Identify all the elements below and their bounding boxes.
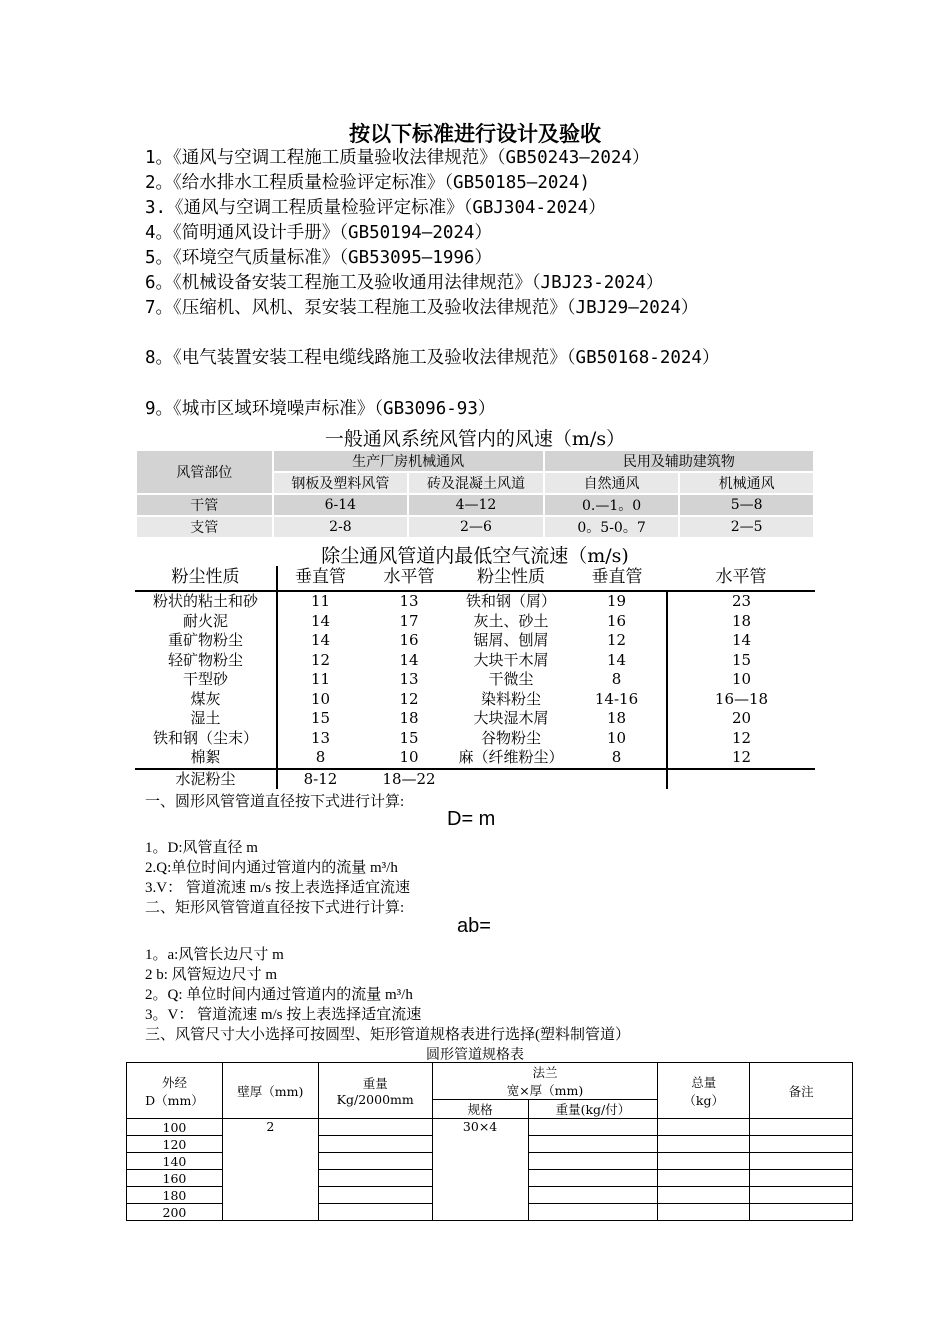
cell: 14 (567, 651, 667, 671)
table-row (135, 612, 815, 632)
cell: 轻矿物粉尘 (135, 651, 277, 671)
table-row (135, 769, 815, 790)
header-wall: 壁厚（mm) (222, 1063, 318, 1119)
cell (528, 1136, 658, 1153)
cell: 13 (399, 592, 419, 610)
section1-item: 3.V： 管道流速 m/s 按上表选择适宜流速 (145, 880, 411, 896)
col-header: 垂直管 (591, 567, 643, 588)
cell: 耐火泥 (135, 612, 277, 632)
subheader: 机械通风 (679, 472, 814, 494)
cell (658, 1187, 750, 1204)
cell (455, 769, 567, 790)
cell: 12 (310, 650, 331, 669)
standard-item: 6。《机械设备安装工程施工及验收通用法律规范》（JBJ23-2024） (145, 273, 664, 293)
cell: 10 (399, 748, 419, 766)
cell: 14 (399, 650, 419, 669)
header-flange-weight: 重量(kg/付） (528, 1100, 658, 1119)
cell: 15 (399, 728, 419, 747)
cell (528, 1119, 658, 1136)
section2-item: 3。V： 管道流速 m/s 按上表选择适宜流速 (145, 1007, 422, 1023)
standard-item: 4。《简明通风设计手册》（GB50194—2024） (145, 223, 492, 243)
formula-ab: ab= (457, 915, 491, 937)
cell: 11 (310, 670, 331, 688)
cell: 0.—1。0 (544, 494, 680, 516)
table-row (135, 690, 815, 710)
cell (528, 1153, 658, 1170)
table-row (135, 631, 815, 651)
air-speed-table (135, 449, 815, 539)
cell: 大块干木屑 (473, 650, 549, 669)
subheader: 钢板及塑料风管 (273, 472, 409, 494)
cell: 13 (310, 728, 331, 747)
cell: 谷物粉尘 (480, 728, 541, 747)
cell (318, 1170, 432, 1187)
cell: 160 (127, 1170, 223, 1187)
cell: 5—8 (679, 494, 814, 516)
cell: 16—18 (714, 689, 769, 708)
cell: 18 (731, 611, 752, 630)
header-od: 外经 D（mm） (127, 1063, 223, 1119)
cell (528, 1170, 658, 1187)
cell: 棉絮 (135, 748, 277, 769)
cell: 20 (731, 709, 752, 727)
cell (750, 1170, 853, 1187)
cell (667, 769, 815, 790)
cell: 16 (399, 631, 419, 649)
cell: 8 (567, 748, 667, 769)
round-duct-spec-table (126, 1062, 853, 1221)
cell: 水泥粉尘 (135, 769, 277, 790)
col-header: 水平管 (715, 567, 767, 588)
cell: 2 (222, 1119, 318, 1221)
cell (318, 1153, 432, 1170)
formula-d: D= m (447, 808, 496, 830)
cell: 干型砂 (135, 670, 277, 690)
cell: 14 (310, 611, 331, 630)
cell (658, 1119, 750, 1136)
table-row (135, 748, 815, 769)
section1-item: 1。D:风管直径 m (145, 840, 258, 856)
cell (750, 1136, 853, 1153)
cell: 200 (127, 1204, 223, 1221)
table-row (135, 651, 815, 671)
cell (658, 1170, 750, 1187)
subheader: 自然通风 (544, 472, 680, 494)
cell: 8 (315, 748, 326, 766)
cell (750, 1153, 853, 1170)
cell: 8-12 (303, 769, 338, 788)
table-row (135, 709, 815, 729)
cell: 干管 (136, 494, 273, 516)
section2-item: 2。Q: 单位时间内通过管道内的流量 m³/h (145, 987, 413, 1003)
cell: 18 (567, 709, 667, 729)
cell (318, 1136, 432, 1153)
header-civil: 民用及辅助建筑物 (544, 450, 814, 472)
cell: 6-14 (273, 494, 409, 516)
cell: 14-16 (567, 690, 667, 710)
cell: 14 (731, 631, 752, 649)
dust-speed-table (135, 566, 815, 789)
cell: 大块湿木屑 (473, 709, 549, 727)
standard-item: 7。《压缩机、风机、泵安装工程施工及验收法律规范》（JBJ29—2024） (145, 298, 699, 318)
page-title: 按以下标准进行设计及验收 (349, 121, 601, 146)
cell: 粉状的粘土和砂 (135, 591, 277, 612)
cell: 140 (127, 1153, 223, 1170)
table-row (136, 494, 814, 516)
cell (318, 1187, 432, 1204)
cell: 铁和钢（屑） (465, 592, 556, 610)
standard-item: 9。《城市区域环境噪声标准》（GB3096-93） (145, 399, 496, 419)
cell: 120 (127, 1136, 223, 1153)
cell: 12 (731, 748, 752, 766)
cell (567, 769, 667, 790)
cell: 灰土、砂土 (473, 611, 549, 630)
header-weight: 重量 Kg/2000mm (318, 1063, 432, 1119)
cell (658, 1136, 750, 1153)
cell: 2-8 (273, 516, 409, 538)
cell (750, 1187, 853, 1204)
cell: 30×4 (432, 1119, 528, 1221)
header-total: 总量 （kg） (658, 1063, 750, 1119)
header-spec: 规格 (432, 1100, 528, 1119)
table-row (136, 516, 814, 538)
cell: 染料粉尘 (480, 689, 541, 708)
col-header: 粉尘性质 (477, 567, 545, 588)
cell (658, 1153, 750, 1170)
section1-item: 2.Q:单位时间内通过管道内的流量 m³/h (145, 860, 398, 876)
cell: 180 (127, 1187, 223, 1204)
cell: 12 (731, 728, 752, 747)
cell: 19 (567, 591, 667, 612)
cell: 麻（纤维粉尘） (458, 748, 564, 766)
standard-item: 3.《通风与空调工程质量检验评定标准》（GBJ304-2024） (145, 198, 606, 218)
cell: 12 (399, 689, 419, 708)
header-note: 备注 (750, 1063, 853, 1119)
cell: 10 (731, 670, 752, 688)
table-row (135, 729, 815, 749)
cell: 18 (399, 709, 419, 727)
cell (750, 1204, 853, 1221)
cell: 煤灰 (135, 690, 277, 710)
standard-item: 5。《环境空气质量标准》（GB53095—1996） (145, 248, 492, 268)
standard-item: 1。《通风与空调工程施工质量验收法律规范》（GB50243—2024） (145, 148, 650, 168)
table-row (135, 591, 815, 612)
table3-caption: 圆形管道规格表 (426, 1047, 524, 1063)
cell (528, 1187, 658, 1204)
cell: 锯屑、刨屑 (473, 631, 549, 649)
subheader: 砖及混凝土风道 (408, 472, 544, 494)
section1-heading: 一、圆形风管管道直径按下式进行计算: (145, 794, 405, 810)
table1-caption: 一般通风系统风管内的风速（m/s） (324, 428, 626, 450)
cell: 23 (731, 592, 752, 610)
cell: 18—22 (382, 769, 436, 788)
cell: 重矿物粉尘 (135, 631, 277, 651)
cell: 100 (127, 1119, 223, 1136)
cell: 13 (399, 670, 419, 688)
standard-item: 8。《电气装置安装工程电缆线路施工及验收法律规范》（GB50168-2024） (145, 348, 720, 368)
cell: 15 (310, 709, 331, 727)
cell: 湿土 (135, 709, 277, 729)
cell: 4—12 (408, 494, 544, 516)
cell: 铁和钢（尘末） (135, 729, 277, 749)
cell: 10 (567, 729, 667, 749)
cell (528, 1204, 658, 1221)
cell (658, 1204, 750, 1221)
section2-item: 1。a:风管长边尺寸 m (145, 947, 284, 963)
section2-heading: 二、矩形风管管道直径按下式进行计算: (145, 900, 405, 916)
section3-heading: 三、风管尺寸大小选择可按圆型、矩形管道规格表进行选择(塑料制管道） (145, 1027, 630, 1043)
header-flange: 法兰 宽×厚（mm) (432, 1063, 658, 1100)
col-header: 粉尘性质 (135, 566, 277, 591)
cell (318, 1119, 432, 1136)
cell: 2—5 (679, 516, 814, 538)
table-row (135, 670, 815, 690)
header-part: 风管部位 (136, 450, 273, 494)
cell: 14 (310, 631, 331, 649)
standard-item: 2。《给水排水工程质量检验评定标准》（GB50185—2024) (145, 173, 591, 193)
col-header: 水平管 (383, 567, 435, 588)
col-header: 垂直管 (295, 567, 346, 588)
cell (750, 1119, 853, 1136)
section2-item: 2 b: 风管短边尺寸 m (145, 967, 278, 983)
cell: 支管 (136, 516, 273, 538)
table-row (127, 1119, 853, 1136)
header-factory: 生产厂房机械通风 (273, 450, 544, 472)
cell: 10 (310, 689, 331, 708)
cell: 0。5-0。7 (544, 516, 680, 538)
cell: 2—6 (408, 516, 544, 538)
cell: 16 (567, 612, 667, 632)
cell: 17 (399, 611, 419, 630)
cell (318, 1204, 432, 1221)
table2-caption: 除尘通风管道内最低空气流速（m/s) (321, 545, 629, 567)
cell: 干微尘 (488, 670, 534, 688)
cell: 12 (567, 631, 667, 651)
cell: 15 (731, 650, 752, 669)
cell: 8 (567, 670, 667, 690)
cell: 11 (310, 592, 331, 610)
